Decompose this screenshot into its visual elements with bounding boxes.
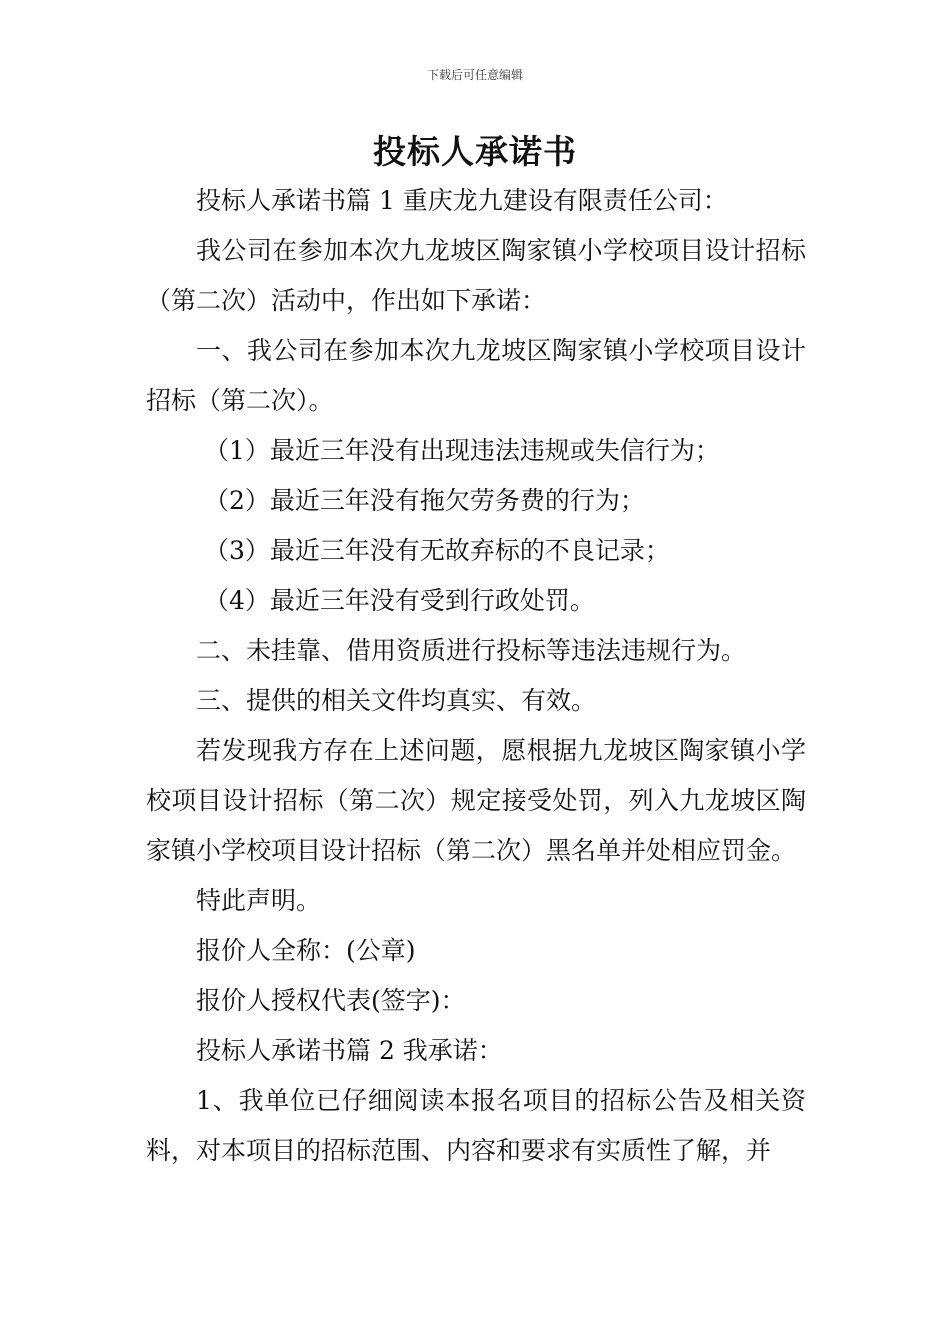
page-header-note: 下载后可任意编辑 xyxy=(426,68,523,82)
paragraph-item-1: 一、我公司在参加本次九龙坡区陶家镇小学校项目设计招标（第二次）。 xyxy=(146,336,806,415)
paragraph-activity-statement: 我公司在参加本次九龙坡区陶家镇小学校项目设计招标（第二次）活动中，作出如下承诺： xyxy=(146,236,806,315)
document-body xyxy=(146,176,806,1176)
paragraph-declaration: 特此声明。 xyxy=(196,886,322,915)
paragraph-sub-item-3: （3）最近三年没有无故弃标的不良记录； xyxy=(204,536,670,565)
paragraph-commitment-1: 1、我单位已仔细阅读本报名项目的招标公告及相关资料，对本项目的招标范围、内容和要求有实质性了解，并 xyxy=(146,1086,806,1165)
paragraph-sub-item-2: （2）最近三年没有拖欠劳务费的行为； xyxy=(204,486,645,515)
paragraph-sub-item-4: （4）最近三年没有受到行政处罚。 xyxy=(204,586,595,615)
paragraph-sub-item-1: （1）最近三年没有出现违法违规或失信行为； xyxy=(204,436,720,465)
paragraph-item-3: 三、提供的相关文件均真实、有效。 xyxy=(196,686,597,715)
paragraph-bidder-name: 报价人全称：(公章) xyxy=(196,936,416,965)
paragraph-intro-2: 投标人承诺书篇 2 我承诺： xyxy=(196,1036,503,1065)
paragraph-bidder-representative: 报价人授权代表(签字)： xyxy=(196,986,466,1015)
paragraph-penalty-clause: 若发现我方存在上述问题，愿根据九龙坡区陶家镇小学校项目设计招标（第二次）规定接受处罚，列入九龙坡区陶家镇小学校项目设计招标（第二次）黑名单并处相应罚金。 xyxy=(146,736,806,865)
paragraph-intro-1: 投标人承诺书篇 1 重庆龙九建设有限责任公司： xyxy=(196,186,728,215)
document-title: 投标人承诺书 xyxy=(373,132,577,171)
paragraph-item-2: 二、未挂靠、借用资质进行投标等违法违规行为。 xyxy=(196,636,747,665)
